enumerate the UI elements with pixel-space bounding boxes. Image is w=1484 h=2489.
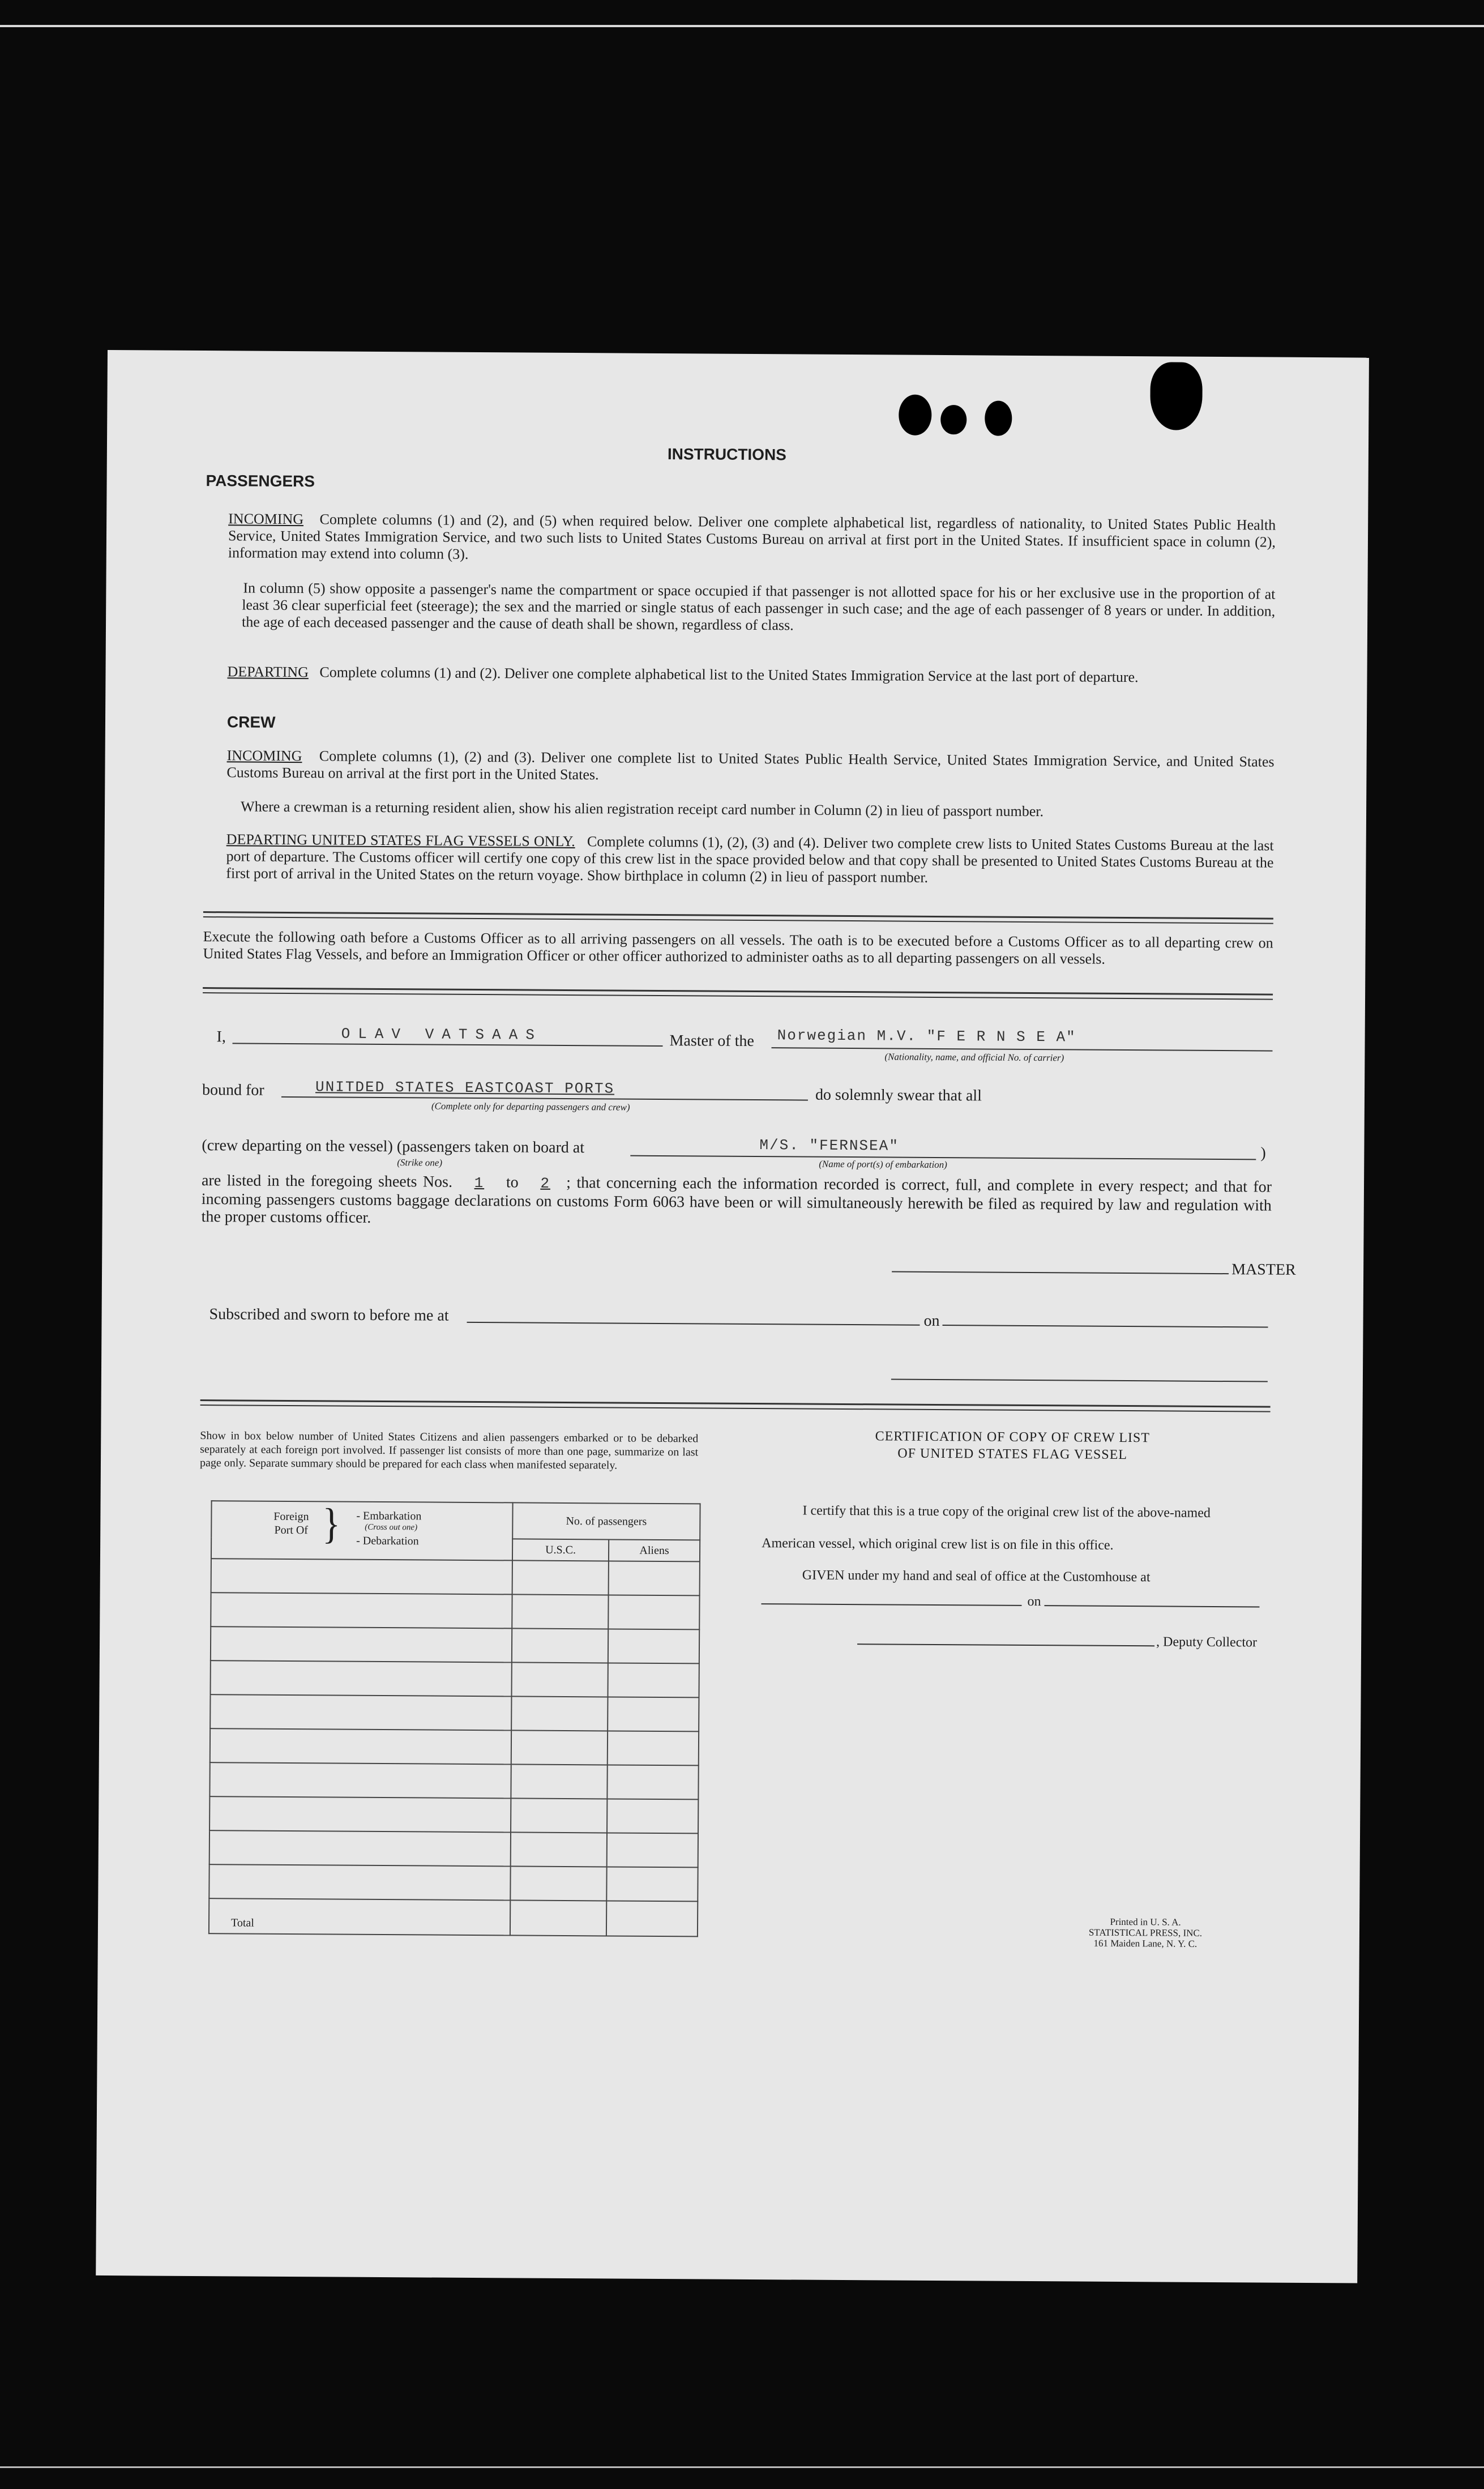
usc-header: U.S.C. (512, 1539, 609, 1561)
incoming-label: INCOMING (228, 510, 304, 528)
foreign-port-of: Foreign Port Of (273, 1510, 309, 1537)
printer-line-2: STATISTICAL PRESS, INC. (1088, 1927, 1203, 1939)
sheet-from: 1 (474, 1174, 485, 1192)
section-divider (200, 1399, 1271, 1412)
section-divider (203, 911, 1273, 924)
ink-blot (985, 400, 1012, 436)
vessel-caption: (Nationality, name, and official No. of carrier) (884, 1051, 1064, 1064)
deputy-signature-line (857, 1643, 1154, 1646)
no-of-passengers-header: No. of passengers (512, 1502, 700, 1540)
passengers-incoming-paragraph (228, 510, 1276, 567)
debarkation-label: - Debarkation (356, 1534, 419, 1548)
sheets-suffix: ; that concerning each the information recorded is correct, full, and complete in every respect; and that for incoming passengers customs baggage declarations on customs Form 6063 have been or will simultaneously herewith be filed as required by law and regulation with the proper customs officer. (201, 1173, 1272, 1227)
departing-flag-paragraph (226, 831, 1274, 888)
i-label: I, (216, 1028, 226, 1046)
deputy-label: , Deputy Collector (1156, 1634, 1258, 1650)
table-row (211, 1559, 700, 1595)
master-name-line (233, 1043, 663, 1047)
sheets-paragraph (202, 1172, 1272, 1232)
given-text: GIVEN under my hand and seal of office at the Customhouse at (802, 1568, 1151, 1585)
sheets-prefix: are listed in the foregoing sheets Nos. (201, 1172, 453, 1191)
cert-date-line (1044, 1605, 1259, 1607)
sworn-on-label: on (923, 1312, 940, 1330)
table-row (210, 1728, 699, 1765)
close-paren: ) (1260, 1144, 1266, 1162)
table-row (211, 1660, 699, 1697)
to-label: to (506, 1173, 519, 1192)
departing-flag-text: Complete columns (1), (2), (3) and (4). Deliver two complete crew lists to United States Customs Bureau at the last port of departure. The Customs officer will certify one copy of this crew list in the space provided below and that copy shall be presented to United States Customs Bureau at the first port of arrival in the United States on the return voyage. Show birthplace in column (2) in lieu of passport number. (226, 833, 1274, 886)
cert-on-label: on (1027, 1594, 1041, 1609)
vessel-name: Norwegian M.V. "F E R N S E A" (777, 1027, 1076, 1046)
bound-for-label: bound for (202, 1081, 264, 1099)
port-caption: (Name of port(s) of embarkation) (819, 1158, 947, 1171)
swear-label: do solemnly swear that all (815, 1086, 982, 1105)
crew-departing-label: (crew departing on the vessel) (passengers taken on board at (202, 1137, 585, 1157)
oath-intro: Execute the following oath before a Customs Officer as to all arriving passengers on all vessels. The oath is to be executed before a Customs Officer as to all departing crew on United States Flag Vessels, and before an Immigration Officer or other officer authorized to administer oaths as to all departing passengers on all vessels. (203, 928, 1273, 967)
passenger-summary-table (208, 1500, 701, 1937)
departing-text: Complete columns (1) and (2). Deliver one complete alphabetical list to the United States Immigration Service at the last port of departure. (319, 664, 1139, 686)
passengers-heading: PASSENGERS (206, 472, 315, 490)
departing-flag-label: DEPARTING UNITED STATES FLAG VESSELS ONLY. (226, 831, 575, 850)
bound-for-line (281, 1096, 808, 1101)
form-sheet (96, 350, 1369, 2283)
master-of-label: Master of the (669, 1032, 754, 1050)
crewman-paragraph: Where a crewman is a returning resident alien, show his alien registration receipt card number in Column (2) in lieu of passport number. (240, 798, 1044, 820)
film-edge-line-bottom (0, 2466, 1484, 2468)
certification-title-2: OF UNITED STATES FLAG VESSEL (897, 1446, 1128, 1463)
strike-caption: (Strike one) (397, 1157, 443, 1168)
printer-line-3: 161 Maiden Lane, N. Y. C. (1093, 1937, 1198, 1949)
master-name: OLAV VATSAAS (341, 1025, 542, 1044)
section-divider (203, 987, 1273, 1000)
table-row (211, 1626, 699, 1663)
brace: } (322, 1500, 341, 1548)
ink-blot (899, 395, 931, 436)
ink-blot (940, 405, 966, 434)
table-row (211, 1593, 699, 1629)
master-signature-line (892, 1271, 1229, 1274)
master-label: MASTER (1231, 1261, 1296, 1279)
officer-signature-line (891, 1378, 1268, 1382)
table-row (209, 1830, 698, 1867)
certify-text: I certify that this is a true copy of the original crew list of the above-named (802, 1503, 1211, 1521)
embarkation-label: - Embarkation (356, 1509, 422, 1523)
american-vessel-text: American vessel, which original crew list is on file in this office. (762, 1536, 1114, 1553)
crew-incoming-text: Complete columns (1), (2) and (3). Deliver one complete list to United States Public Health Service, United States Immigration Service, and United States Customs Bureau on arrival at the first port in the United States. (226, 748, 1275, 783)
total-row (209, 1898, 698, 1936)
table-row (209, 1796, 698, 1833)
bound-for-caption: (Complete only for departing passengers and crew) (431, 1100, 630, 1113)
table-row (210, 1694, 699, 1731)
sheet-to: 2 (540, 1175, 551, 1192)
passengers-departing-paragraph (227, 663, 1275, 686)
crew-heading: CREW (226, 713, 276, 731)
sworn-on-line (943, 1325, 1268, 1328)
table-row (209, 1762, 698, 1799)
customhouse-line (761, 1603, 1021, 1606)
film-edge-line-top (0, 25, 1484, 27)
incoming-text: Complete columns (1) and (2), and (5) when required below. Deliver one complete alphabetical list, regardless of nationality, to United States Public Health Service, United States Immigration Service, and two such lists to United States Customs Bureau on arrival at first port in the United States. If insufficient space in column (2), information may extend into column (3). (228, 511, 1276, 562)
bound-for-value: UNITDED STATES EASTCOAST PORTS (315, 1078, 615, 1098)
crew-incoming-label: INCOMING (226, 747, 302, 765)
port-value: M/S. "FERNSEA" (759, 1137, 899, 1155)
crew-incoming-paragraph (226, 747, 1274, 787)
ink-blot (1150, 362, 1203, 430)
sworn-at-line (467, 1322, 920, 1326)
aliens-header: Aliens (609, 1539, 700, 1561)
instructions-title: INSTRUCTIONS (667, 445, 786, 464)
table-row (209, 1864, 698, 1901)
summary-instruction: Show in box below number of United States Citizens and alien passengers embarked or to be debarked separately at each foreign port involved. If passenger list consists of more than one page, summarize on last page only. Separate summary should be prepared for each class when manifested separately. (199, 1429, 699, 1472)
departing-label: DEPARTING (227, 663, 309, 681)
column5-paragraph: In column (5) show opposite a passenger's name the compartment or space occupied if that passenger is not allotted space for his or her exclusive use in the proportion of at least 36 clear superficial feet (steerage); the sex and the married or single status of each passenger in such case; and the age of each passenger of 8 years or under. In addition, the age of each deceased passenger and the cause of death shall be shown, regardless of class. (241, 579, 1276, 634)
vessel-line (771, 1047, 1272, 1051)
printer-line-1: Printed in U. S. A. (1110, 1916, 1181, 1928)
port-header-cell (211, 1501, 513, 1560)
total-label: Total (209, 1898, 510, 1935)
certification-title-1: CERTIFICATION OF COPY OF CREW LIST (875, 1429, 1151, 1446)
subscribed-label: Subscribed and sworn to before me at (209, 1305, 449, 1325)
cross-out-caption: (Cross out one) (365, 1522, 418, 1532)
printer-imprint (1060, 1916, 1230, 1949)
